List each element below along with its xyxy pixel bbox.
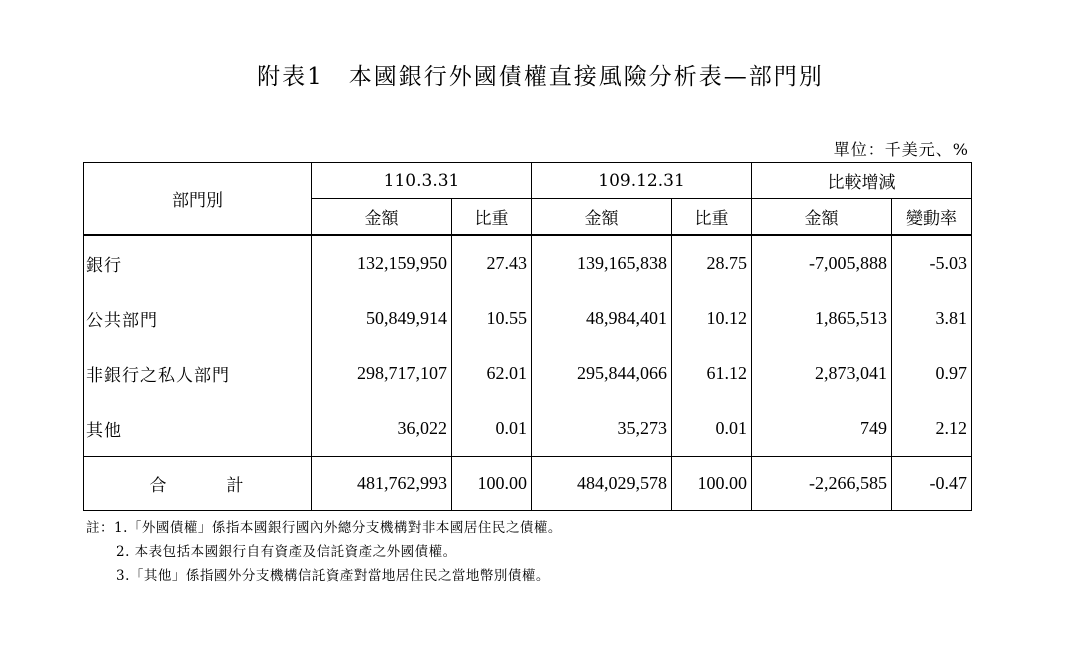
row-sector-name: 銀行 (84, 235, 312, 291)
period-header-109: 109.12.31 (532, 163, 752, 199)
row-amount-109: 35,273 (532, 401, 672, 457)
row-amount-109: 48,984,401 (532, 291, 672, 346)
row-share-110: 10.55 (452, 291, 532, 346)
total-label-part2: 計 (226, 476, 246, 496)
row-change-amount: -7,005,888 (752, 235, 892, 291)
period-header-110: 110.3.31 (312, 163, 532, 199)
change-header: 比較增減 (752, 163, 972, 199)
total-amount-110: 481,762,993 (312, 457, 452, 511)
row-share-109: 61.12 (672, 346, 752, 401)
row-sector-name: 公共部門 (84, 291, 312, 346)
row-share-109: 28.75 (672, 235, 752, 291)
row-sector-name: 非銀行之私人部門 (84, 346, 312, 401)
total-amount-109: 484,029,578 (532, 457, 672, 511)
total-label (84, 457, 312, 511)
table-row (84, 346, 972, 401)
sector-header: 部門別 (84, 163, 312, 236)
row-amount-110: 132,159,950 (312, 235, 452, 291)
row-change-amount: 749 (752, 401, 892, 457)
row-change-rate: 0.97 (892, 346, 972, 401)
total-label-part1: 合 (149, 476, 169, 496)
amount-header-109: 金額 (532, 199, 672, 236)
total-change-rate: -0.47 (892, 457, 972, 511)
table-row (84, 401, 972, 457)
row-amount-110: 36,022 (312, 401, 452, 457)
table-row (84, 235, 972, 291)
row-change-amount: 1,865,513 (752, 291, 892, 346)
total-row (84, 457, 972, 511)
row-share-110: 27.43 (452, 235, 532, 291)
row-change-rate: 2.12 (892, 401, 972, 457)
row-amount-109: 139,165,838 (532, 235, 672, 291)
change-rate-header: 變動率 (892, 199, 972, 236)
footnotes (86, 516, 562, 588)
row-change-rate: 3.81 (892, 291, 972, 346)
share-header-109: 比重 (672, 199, 752, 236)
table-row (84, 291, 972, 346)
share-header-110: 比重 (452, 199, 532, 236)
total-share-109: 100.00 (672, 457, 752, 511)
row-amount-110: 50,849,914 (312, 291, 452, 346)
row-sector-name: 其他 (84, 401, 312, 457)
row-share-110: 62.01 (452, 346, 532, 401)
footnote-2: 2. 本表包括本國銀行自有資產及信託資產之外國債權。 (116, 544, 457, 560)
footnote-1: 註：1.「外國債權」係指本國銀行國內外總分支機構對非本國居住民之債權。 (86, 520, 562, 536)
row-change-amount: 2,873,041 (752, 346, 892, 401)
total-share-110: 100.00 (452, 457, 532, 511)
row-share-109: 10.12 (672, 291, 752, 346)
row-amount-109: 295,844,066 (532, 346, 672, 401)
row-share-110: 0.01 (452, 401, 532, 457)
row-change-rate: -5.03 (892, 235, 972, 291)
footnote-3: 3.「其他」係指國外分支機構信託資產對當地居住民之當地幣別債權。 (116, 568, 550, 584)
total-change-amount: -2,266,585 (752, 457, 892, 511)
foreign-claims-table (83, 162, 972, 511)
page-title: 附表1 本國銀行外國債權直接風險分析表—部門別 (257, 64, 824, 90)
amount-header-110: 金額 (312, 199, 452, 236)
unit-label: 單位：千美元、% (833, 140, 969, 159)
change-amount-header: 金額 (752, 199, 892, 236)
row-amount-110: 298,717,107 (312, 346, 452, 401)
row-share-109: 0.01 (672, 401, 752, 457)
